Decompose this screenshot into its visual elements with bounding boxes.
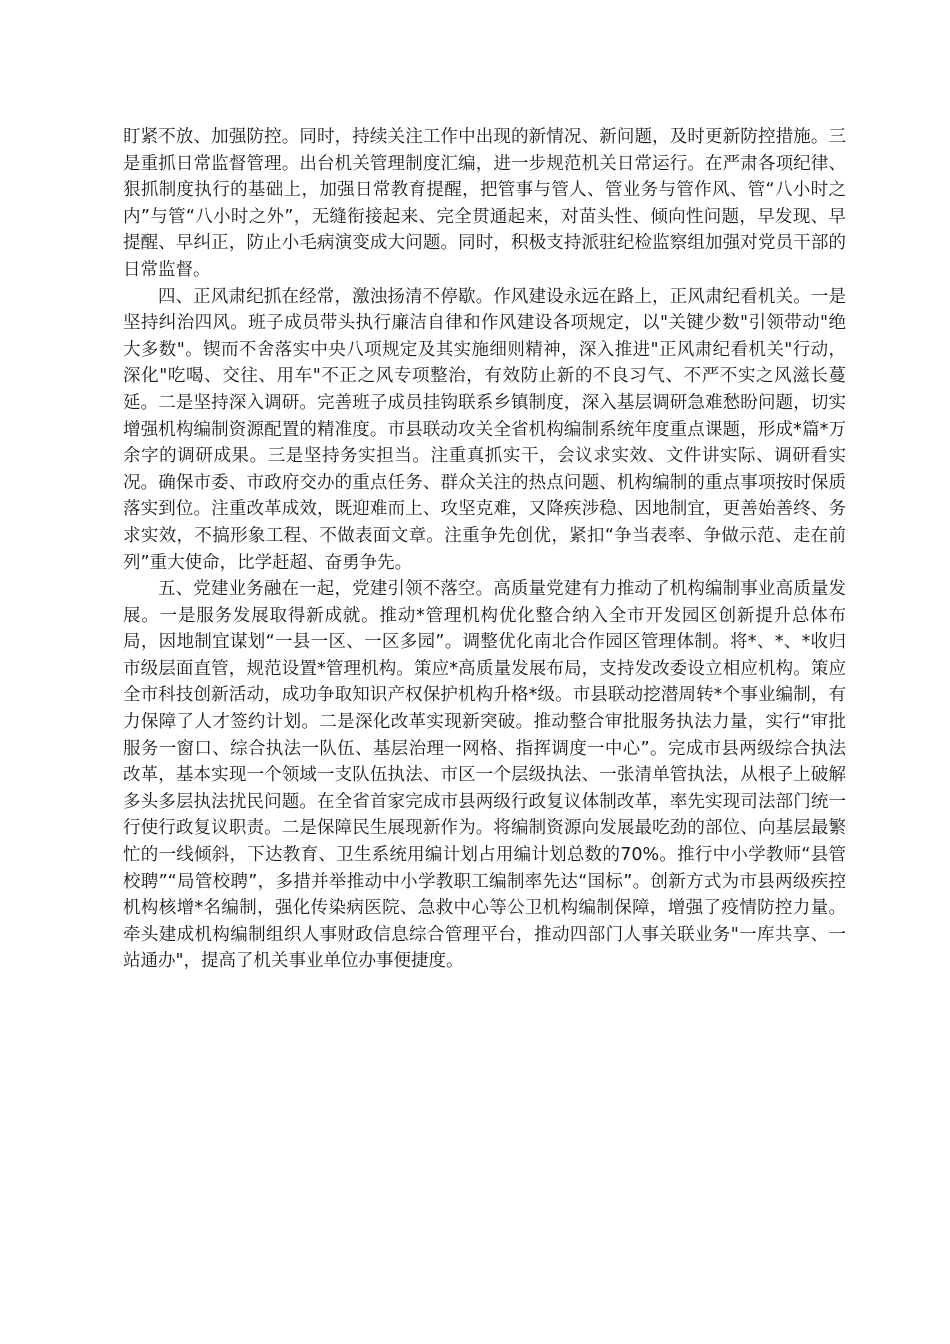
paragraph-section-four: 四、正风肃纪抓在经常，激浊扬清不停歇。作风建设永远在路上，正风肃纪看机关。一是坚持纠治四风。班子成员带头执行廉洁自律和作风建设各项规定，以"关键少数"引领带动"绝大多数"。锲而不舍落实中央八项规定及其实施细则精神，深入推进"正风肃纪看机关"行动，深化"吃喝、交往、用车"不正之风专项整治，有效防止新的不良习气、不严不实之风滋长蔓延。二是坚持深入调研。完善班子成员挂钩联系乡镇制度，深入基层调研急难愁盼问题，切实增强机构编制资源配置的精准度。市县联动攻关全省机构编制系统年度重点课题，形成*篇*万余字的调研成果。三是坚持务实担当。注重真抓实干，会议求实效、文件讲实际、调研看实况。确保市委、市政府交办的重点任务、群众关注的热点问题、机构编制的重点事项按时保质落实到位。注重改革成效，既迎难而上、攻坚克难，又降疾涉稳、因地制宜，更善始善终、务求实效，不搞形象工程、不做表面文章。注重争先创优，紧扣“争当表率、争做示范、走在前列”重大使命，比学赶超、奋勇争先。 (123, 286, 846, 573)
document-page (123, 124, 846, 975)
paragraph-section-five: 五、党建业务融在一起，党建引领不落空。高质量党建有力推动了机构编制事业高质量发展。一是服务发展取得新成就。推动*管理机构优化整合纳入全市开发园区创新提升总体布局，因地制宜谋划“一县一区、一区多园”。调整优化南北合作园区管理体制。将*、*、*收归市级层面直管，规范设置*管理机构。策应*高质量发展布局，支持发改委设立相应机构。策应全市科技创新活动，成功争取知识产权保护机构升格*级。市县联动挖潜周转*个事业编制，有力保障了人才签约计划。二是深化改革实现新突破。推动整合审批服务执法力量，实行“审批服务一窗口、综合执法一队伍、基层治理一网格、指挥调度一中心”。完成市县两级综合执法改革，基本实现一个领域一支队伍执法、市区一个层级执法、一张清单管执法，从根子上破解多头多层执法扰民问题。在全省首家完成市县两级行政复议体制改革，率先实现司法部门统一行使行政复议职责。二是保障民生展现新作为。将编制资源向发展最吃劲的部位、向基层最繁忙的一线倾斜，下达教育、卫生系统用编计划占用编计划总数的70%。推行中小学教师“县管校聘”“局管校聘”，多措并举推动中小学教职工编制率先达“国标”。创新方式为市县两级疾控机构核增*名编制，强化传染病医院、急救中心等公卫机构编制保障，增强了疫情防控力量。牵头建成机构编制组织人事财政信息综合管理平台，推动四部门人事关联业务"一库共享、一站通办"，提高了机关事业单位办事便捷度。 (123, 579, 846, 972)
paragraph-continuation: 盯紧不放、加强防控。同时，持续关注工作中出现的新情况、新问题，及时更新防控措施。三是重抓日常监督管理。出台机关管理制度汇编，进一步规范机关日常运行。在严肃各项纪律、狠抓制度执行的基础上，加强日常教育提醒，把管事与管人、管业务与管作风、管“八小时之内”与管“八小时之外”，无缝衔接起来、完全贯通起来，对苗头性、倾向性问题，早发现、早提醒、早纠正，防止小毛病演变成大问题。同时，积极支持派驻纪检监察组加强对党员干部的日常监督。 (123, 127, 846, 280)
